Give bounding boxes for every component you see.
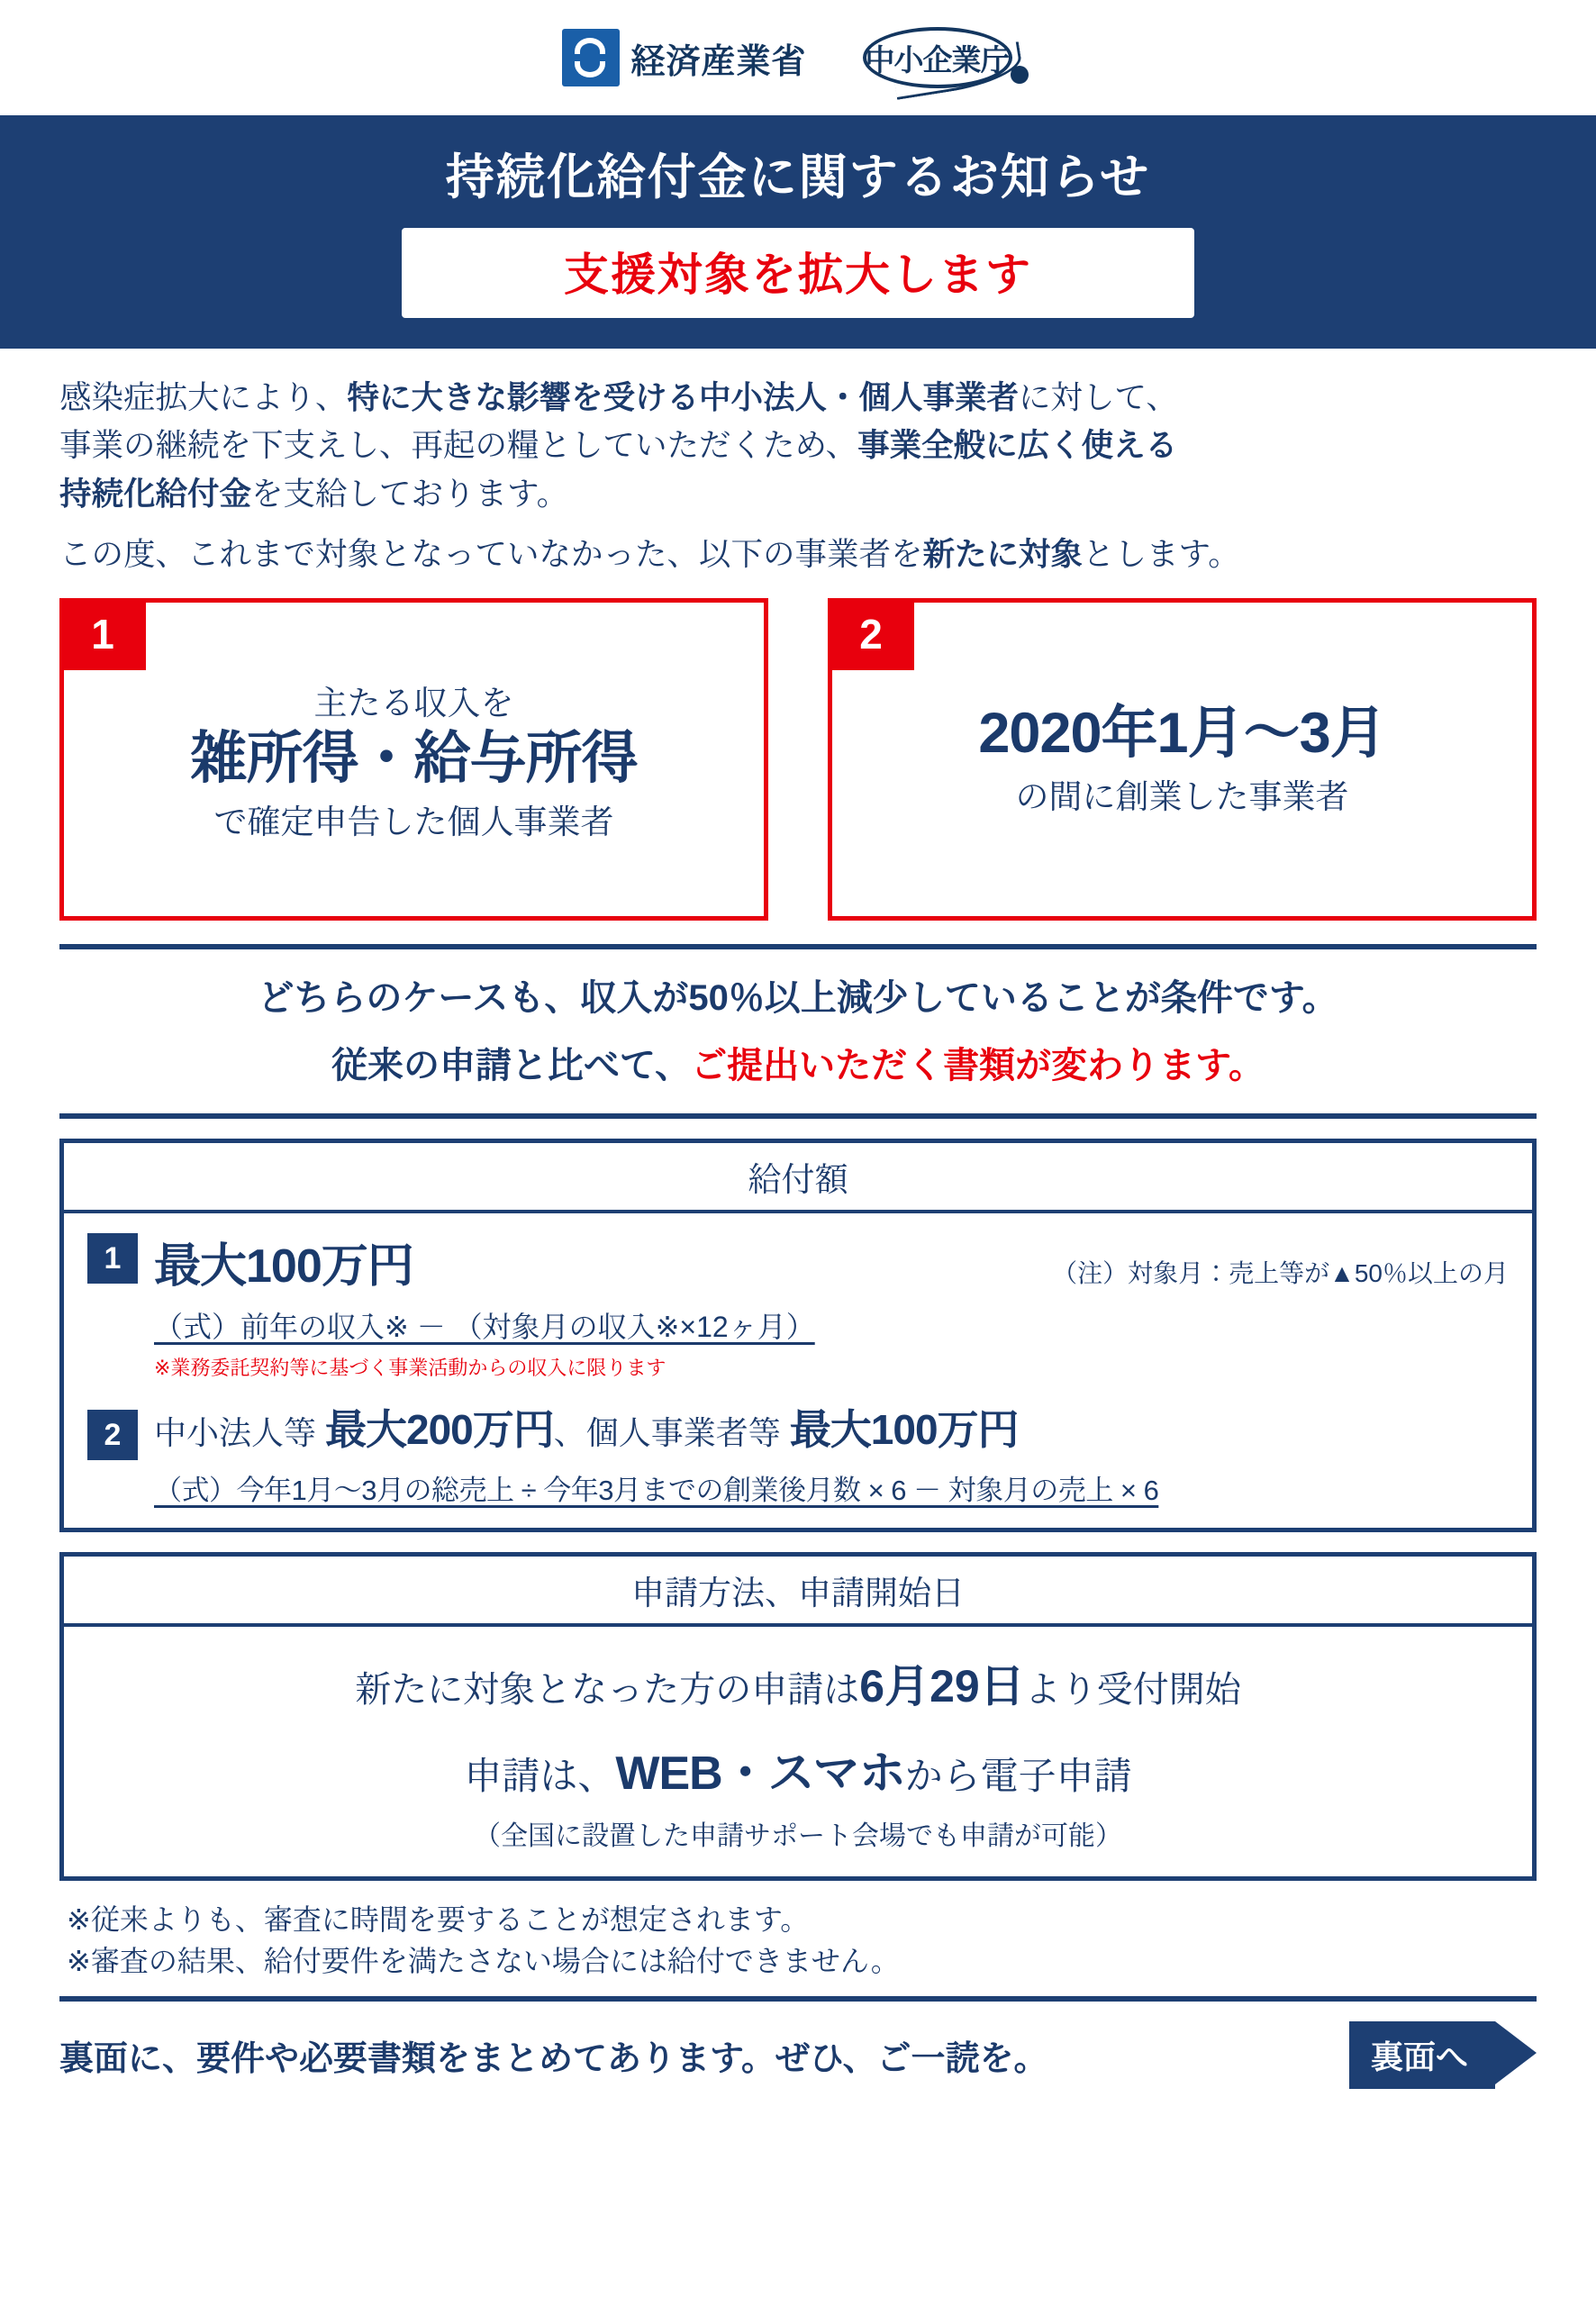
benefit-item-1-red-note: ※業務委託契約等に基づく事業活動からの収入に限ります [154, 1357, 667, 1379]
lead-line1-a: 感染症拡大により、 [59, 379, 348, 415]
meti-logo-icon [562, 29, 620, 86]
benefit-item-2-number: 2 [87, 1410, 138, 1460]
lead-paragraph-2 [59, 531, 1537, 578]
footer-cta [59, 2021, 1537, 2089]
apply-panel-title: 申請方法、申請開始日 [64, 1557, 1532, 1627]
condition-line-2-b: ご提出いただく書類が変わります。 [691, 1046, 1265, 1085]
lead-line3-a: 持続化給付金 [59, 475, 252, 512]
apply-line-2 [82, 1735, 1514, 1802]
apply-panel [59, 1552, 1537, 1881]
benefit-item-1-amount: 最大100万円 [154, 1240, 413, 1293]
logo-bar [0, 0, 1596, 115]
target-box-2-headline: 2020年1月〜3月 [978, 701, 1386, 765]
lead-line1-c: に対して、 [1019, 379, 1178, 415]
benefit-item-2-amount-a: 最大200万円 [325, 1406, 554, 1453]
chusho-dot-icon [1011, 66, 1029, 84]
apply-line-2-c: から電子申請 [904, 1754, 1132, 1797]
benefit-panel-note: （注）対象月：売上等が▲50％以上の月 [1052, 1259, 1509, 1287]
footnotes [59, 1899, 1537, 1983]
benefit-panel [59, 1139, 1537, 1532]
condition-block [59, 949, 1537, 1110]
benefit-item-2-text-b: 、個人事業者等 [553, 1414, 790, 1451]
divider-bottom [59, 1113, 1537, 1119]
lead-line2-a: 事業の継続を下支えし、再起の糧としていただくため、 [59, 427, 858, 464]
lead-line2-b: 事業全般に広く使える [857, 427, 1178, 464]
condition-line-2 [59, 1037, 1537, 1088]
meti-logo-label: 経済産業省 [630, 42, 807, 81]
apply-line-1-a: 新たに対象となった方の申請は [355, 1669, 860, 1710]
benefit-item-1 [87, 1228, 1509, 1381]
lead-paragraph [59, 374, 1537, 518]
divider-footer [59, 1996, 1537, 2002]
target-box-1-small-bottom: で確定申告した個人事業者 [213, 803, 614, 841]
target-box-2-number: 2 [828, 598, 914, 670]
benefit-item-2-text-a: 中小法人等 [154, 1414, 326, 1451]
chusho-logo [863, 24, 1034, 91]
benefit-panel-title: 給付額 [64, 1143, 1532, 1213]
condition-line-1: どちらのケースも、収入が50％以上減少していることが条件です。 [258, 978, 1338, 1018]
target-boxes [59, 598, 1537, 921]
page-title: 持続化給付金に関するお知らせ [445, 150, 1151, 204]
lead-line4-a: この度、これまで対象となっていなかった、以下の事業者を [59, 535, 923, 572]
benefit-item-1-number: 1 [87, 1233, 138, 1284]
benefit-item-2-amount-b: 最大100万円 [789, 1406, 1019, 1453]
condition-line-2-a: 従来の申請と比べて、 [331, 1046, 692, 1085]
benefit-item-1-formula: （式）前年の収入※ － （対象月の収入※×12ヶ月） [154, 1311, 815, 1343]
benefit-item-2 [87, 1404, 1509, 1508]
lead-line1-b: 特に大きな影響を受ける中小法人・個人事業者 [347, 379, 1020, 415]
apply-start-date: 6月29日 [859, 1660, 1025, 1711]
footnote-2: ※審査の結果、給付要件を満たさない場合には給付できません。 [67, 1944, 900, 1977]
target-box-1 [59, 598, 768, 921]
benefit-item-2-amount-line [154, 1404, 1509, 1457]
benefit-item-1-main [154, 1228, 1509, 1381]
apply-channel: WEB・スマホ [615, 1747, 905, 1800]
lead-line3-b: を支給しております。 [251, 475, 569, 512]
body-content [0, 349, 1596, 2089]
meti-logo [562, 29, 806, 86]
chusho-logo-label: 中小企業庁 [865, 42, 1010, 77]
benefit-item-2-main [154, 1404, 1509, 1508]
footnote-1: ※従来よりも、審査に時間を要することが想定されます。 [67, 1902, 810, 1936]
target-box-1-small-top: 主たる収入を [313, 684, 514, 722]
target-box-1-headline: 雑所得・給与所得 [190, 726, 638, 790]
header-band [0, 115, 1596, 349]
benefit-panel-body [64, 1213, 1532, 1528]
back-page-button-label: 裏面へ [1370, 2038, 1468, 2076]
apply-line-1 [82, 1650, 1514, 1715]
benefit-item-2-formula: （式）今年1月〜3月の総売上 ÷ 今年3月までの創業後月数 × 6 － 対象月の売上 × 6 [154, 1474, 1159, 1506]
apply-line-2-a: 申請は、 [464, 1754, 616, 1797]
target-box-2 [828, 598, 1537, 921]
footer-text: 裏面に、要件や必要書類をまとめてあります。ぜひ、ご一読を。 [59, 2040, 1048, 2079]
target-box-2-small-bottom: の間に創業した事業者 [1015, 778, 1349, 816]
benefit-item-1-amount-line [154, 1228, 1509, 1295]
lead-line4-c: とします。 [1083, 535, 1240, 572]
lead-line4-b: 新たに対象 [922, 535, 1084, 572]
header-subtitle-box [402, 228, 1194, 318]
target-box-1-number: 1 [59, 598, 146, 670]
page-subtitle: 支援対象を拡大します [564, 250, 1032, 300]
apply-line-1-c: より受付開始 [1024, 1669, 1241, 1710]
apply-line-3: （全国に設置した申請サポート会場でも申請が可能） [474, 1820, 1122, 1851]
back-page-button[interactable] [1349, 2021, 1495, 2089]
apply-panel-body [64, 1627, 1532, 1876]
